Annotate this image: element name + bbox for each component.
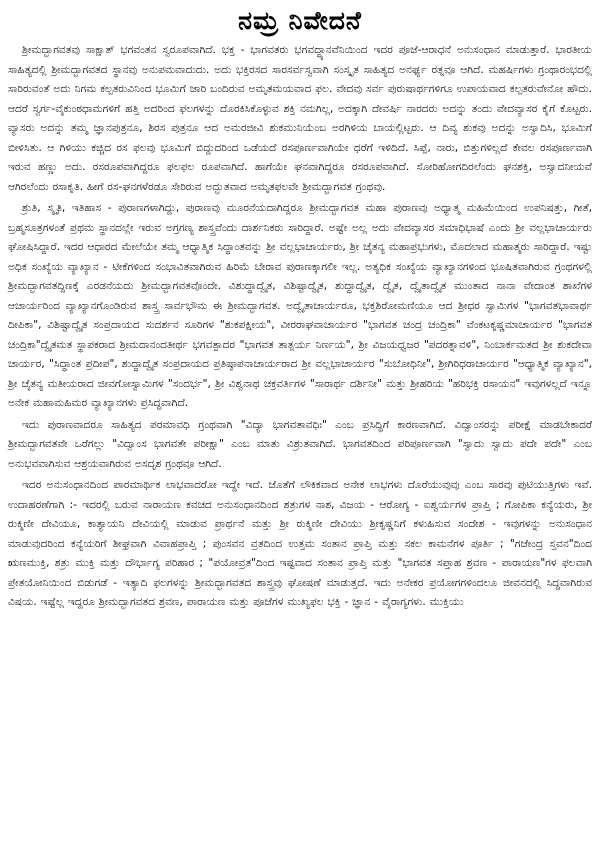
paragraph-3: ಇದು ಪುರಾಣವಾದರೂ ಸಾಹಿತ್ಯದ ಪರಮಾವಧಿ ಗ್ರಂಥವಾಗಿ "ವಿದ್ಯಾ ಭಾಗವತಾವಧಿಃ" ಎಂಬ ಪ್ರಸಿದ್ಧಿಗೆ ಕಾರಣವಾಗಿದೆ. ವಿದ್ವಾಂಸರನ್ನು ಪರೀಕ್ಷೆ ಮಾಡಬೇಕಾದರೆ ಶ್ರೀಮದ್ಭಾಗವತವೇ ಒರೆಗಲ್ಲು "ವಿದ್ವಾಂಸ ಭಾಗವತೇ ಪರೀಕ್ಷಾ" ಎಂಬ ಮಾತು ವಿಶ್ರುತವಾಗಿದೆ. ಭಾಗವತದಿಂದ ಪರಿಪೂರ್ಣವಾಗಿ "ಸ್ವಾದು ಸ್ವಾದು ಪದೇ ಪದೇ" ಎಂಬ ಅನುಭವವಾಗಿಸುವ ಆಶ್ರಯವಾಗಿರುವ ಅಸದೃಶ ಗ್ರಂಥವೂ ಆಗಿದೆ. (8, 418, 592, 470)
paragraph-1: ಶ್ರೀಮದ್ಭಾಗವತವು ಸಾಕ್ಷಾತ್ ಭಗವಂತನ ಸ್ವರೂಪವಾಗಿದೆ. ಭಕ್ತ - ಭಾಗವತರು ಭಗವದ್ಧ್ಯಾನವೆನಿಯಿಂದ ಇದರ ಪೂಜೆ-ಆರಾಧನೆ ಅನುಸಂಧಾನ ಮಾಡುತ್ತಾರೆ. ಭಾರತೀಯ ಸಾಹಿತ್ಯದಲ್ಲಿ ಶ್ರೀಮದ್ಭಾಗವತದ ಸ್ಥಾನವು ಅನುಪಮವಾದುದು. ಅದು ಭಕ್ತಿರಸದ ಸಾರಸರ್ವಸ್ವವಾಗಿ ಸಂಸ್ಕೃತ ಸಾಹಿತ್ಯದ ಅನರ್ಘ್ಯ ರತ್ನವೂ ಆಗಿದೆ. ಮಹರ್ಷಿಗಳು ಗ್ರಂಥಾರಂಭದಲ್ಲಿ ಸಾರಿರುವಂತೆ ಅದು ನಿಗಮ ಕಲ್ಪತರುವಿನಿಂದ ಭೂಮಿಗೆ ಜಾರಿ ಬಂದಿರುವ ಅಮೃತಮಯವಾದ ಫಲ. ವೇದವು ಸರ್ವ ಪುರುಷಾರ್ಥಗಳಿಗೂ ಉಪಾಯವಾದ ಕಲ್ಪತರುವೇನೋ ಹೌದು. ಆದರೆ ಸ್ವರ್ಗ-ವೈಕುಂಠಧಾಮಗಳಿಗೆ ಹತ್ತಿ ಅದರಿಂದ ಫಲಗಳನ್ನು ದೊರಕಿಸಿಕೊಳ್ಳುವ ಶಕ್ತಿ ನಮಗಿಲ್ಲ, ಅದಕ್ಕಾಗಿ ದೇವರ್ಷಿ ನಾರದರು ಅದನ್ನು ತಂದು ವೇದವ್ಯಾಸರ ಕೈಗೆ ಕೊಟ್ಟರು. ವ್ಯಾಸರು ಅದನ್ನು ತಮ್ಮ ಜ್ಞಾನಪುತ್ರನೂ, ಶಿರಸ ಪುತ್ರನೂ ಆದ ಅಮರಜೀವಿ ಶುಕಮುನಿಯೆಂಬ ಅರಗಿಳಿಯ ಬಾಯಲ್ಲಿಟ್ಟರು. ಆ ದಿವ್ಯ ಶುಕವು ಅದನ್ನು ಅಸ್ವಾದಿಸಿ, ಭೂಮಿಗೆ ಬೀಳಿಸಿತು. ಆ ಗಿಳಿಯು ಕಚ್ಚಿದ ರಸ ಫಲವು ಭೂಮಿಗೆ ಬಿದ್ದುದರಿಂದ ಒಡೆಯದೆ ರಸಪೂರ್ಣವಾಗಿಯೇ ಧರೆಗೆ ಇಳಿದಿದೆ. ಸಿಪ್ಪೆ, ನಾರು, ಬಿತ್ತುಗಳಿಲ್ಲದೆ ಕೇವಲ ರಸಪೂರ್ಣವಾಗಿ ಇರುವ ಹಣ್ಣು ಅದು. ರಸರೂಪವಾಗಿದ್ದರೂ ಫಲಫಲ ರೂಪವಾಗಿದೆ. ಹಾಗೆಯೇ ಘನವಾಗಿದ್ದರೂ ರಸರೂಪವಾಗಿದೆ. ಸೋರಿಹೋಗದಿರಲೆಂದು ಘನಶಕ್ತಿ, ಅಸ್ವಾದನೀಯವೆ ಆಗಿರಲೆಂದು ರಸಾಕೃತಿ. ಹೀಗೆ ರಸ-ಘನಗಳೆರಡೂ ಸೇರಿರುವ ಅದ್ಭುತವಾದ ಅಮೃತಫಲವೇ ಶ್ರೀಮದ್ಭಾಗವತ ಗ್ರಂಥವು. (8, 44, 592, 193)
paragraph-2: ಶ್ರುತಿ, ಸ್ಮೃತಿ, ಇತಿಹಾಸ - ಪುರಾಣಗಳಾಗಿದ್ದು, ಪುರಾಣವು ಮೂರನೆಯದಾಗಿದ್ದರೂ ಶ್ರೀಮದ್ಭಾಗವತ ಮಹಾ ಪುರಾಣವು ಅಧ್ಯಾತ್ಮ ಮಹಿಮೆಯಿಂದ ಉಪನಿಷತ್ತು, ಗೀತೆ, ಬ್ರಹ್ಮಸೂತ್ರಗಳಂತೆ ಪ್ರಥಮ ಸ್ಥಾನದಲ್ಲೇ ಇರುವ ಅಗ್ರಗಣ್ಯ ಶಾಸ್ತ್ರವೆಂದು ದಾರ್ಶನಿಕರು ಸಾರಿದ್ದಾರೆ. ಅಷ್ಟೇ ಅಲ್ಲ ಅದು ವೇದವ್ಯಾಸರ ಸಮಾಧಿಭಾಷೆ ಎಂದು ಶ್ರೀ ವಲ್ಲಭಾಚಾರ್ಯರು ಘೋಷಿಸಿದ್ದಾರೆ. ಇದರ ಆಧಾರದ ಮೇಲೆಯೇ ತಮ್ಮ ಆಧ್ಯಾತ್ಮಿಕ ಸಿದ್ಧಾಂತವನ್ನು ಶ್ರೀ ವಲ್ಲಭಾಚಾರ್ಯರು, ಶ್ರೀ ಚೈತನ್ಯ ಮಹಾಪ್ರಭುಗಳು, ಮೊದಲಾದ ಮಹಾತ್ಮರು ಸಾರಿದ್ದಾರೆ. ಇಷ್ಟು ಅಧಿಕ ಸಂಖ್ಯೆಯ ವ್ಯಾಖ್ಯಾನ - ಟೀಕೆಗಳಿಂದ ಸಂಭಾವಿತವಾಗಿರುವ ಹಿರಿಮೆ ಬೇರಾವ ಪುರಾಣಕ್ಕಾಗಲೀ ಇಲ್ಲ. ಅತ್ಯಧಿಕ ಸಂಖ್ಯೆಯ ವ್ಯಾಖ್ಯಾನಗಳಿಂದ ಭೂಷಿತವಾಗಿರುವ ಗ್ರಂಥಗಳಲ್ಲಿ ಶ್ರೀಮದ್ಭಾಗವತದ್ದಿಣಕ್ಕೆ ಎರಡನೆಯದು ಶ್ರೀಮದ್ಭಾಗವತವೊಂದೇ. ವಿಶುದ್ಧಾದ್ವೈತ, ವಿಶಿಷ್ಟಾದ್ವೈತ, ಶುದ್ಧಾದ್ವೈತ, ದ್ವೈತ, ದ್ವೈತಾದ್ವೈತ ಮುಂತಾದ ನಾನಾ ವೇದಾಂತ ಶಾಖೆಗಳ ಆಚಾರ್ಯರಿಂದ ವ್ಯಾಖ್ಯಾನಗೊಂಡಿರುವ ಶಾಸ್ತ್ರ ಸಾರ್ವಭೌಮ ಈ ಶ್ರೀಮದ್ಭಾಗವತ. ಅದ್ವೈತಾಚಾರ್ಯರೂ, ಭಕ್ತಶಿರೋಮಣಿಯೂ ಆದ ಶ್ರೀಧರ ಸ್ವಾಮಿಗಳ "ಭಾಗವತಭಾವಾರ್ಥ ದೀಪಿಕಾ", ವಿಶಿಷ್ಟಾದ್ವೈತ ಸಂಪ್ರದಾಯದ ಸುದರ್ಶನ ಸೂರಿಗಳ "ಶುಕಪಕ್ಷೀಯ", ವೀರರಾಘವಾಚಾರ್ಯರ "ಭಾಗವತ ಚಂದ್ರ ಚಂದ್ರಿಕಾ" ವೆಂಕಟಕೃಷ್ಣಮಾಚಾರ್ಯರ "ಭಾಗವತ ಚಂದ್ರಿಕಾ"ದ್ವೈತಮತ ಸ್ಥಾಪಕರಾದ ಶ್ರೀಮದಾನಂದತೀರ್ಥ ಭಗವತ್ಪಾದರ "ಭಾಗವತ ತಾತ್ಪರ್ಯ ನಿರ್ಣಯ", ಶ್ರೀ ವಿಜಯಧ್ವಜರ "ಪದರತ್ನಾವಳಿ", ನಿಂಬಾರ್ಕಮತದ ಶ್ರೀ ಶುಕದೇವಾ ಚಾರ್ಯರ, "ಸಿದ್ಧಾಂತ ಪ್ರದೀಪ", ಶುದ್ಧಾದ್ವೈತ ಸಂಪ್ರದಾಯದ ಪ್ರತಿಷ್ಠಾಪನಾಚಾರ್ಯರಾದ ಶ್ರೀ ವಲ್ಲಭಾಚಾರ್ಯರ "ಸುಬೋಧಿನೀ", ಶ್ರೀಗಿರಿಧರಾಚಾರ್ಯರ "ಆಧ್ಯಾತ್ಮಿಕ ವ್ಯಾಖ್ಯಾನ", ಶ್ರೀ ಚೈತನ್ಯ ಮತೀಯರಾದ ಜೀವಗೋಸ್ವಾಮಿಗಳ "ಸಂದರ್ಭ", ಶ್ರೀ ವಿಶ್ವನಾಥ ಚಕ್ರವರ್ತಿಗಳ "ಸಾರಾರ್ಥ ದರ್ಶಿನೀ" ಮತ್ತು ಶ್ರೀಹರಿಯ "ಹರಿಭಕ್ತಿ ರಸಾಯನ" ಇವುಗಳಲ್ಲದೆ ಇನ್ನೂ ಅನೇಕ ಮಹಾಮಹಿಮರ ವ್ಯಾಖ್ಯಾನಗಳು ಪ್ರಸಿದ್ಧವಾಗಿದೆ. (8, 202, 592, 409)
paragraph-4: ಇದರ ಅನುಸಂಧಾನದಿಂದ ಪಾರಮಾರ್ಥಿಕ ಲಾಭವಾದರೋ ಇದ್ದೇ ಇದೆ. ಜೊತೆಗೆ ಲೌಕಿಕವಾದ ಅನೇಕ ಲಾಭಗಳು ದೊರೆಯುವುವು ಎಂಬ ಸಾರವು ಪುಟಿಯುತ್ತಿಗಳು ಇವೆ. ಉದಾಹರಣೆಗಾಗಿ :- ಇದರಲ್ಲಿ ಬರುವ ನಾರಾಯಣ ಕವಚದ ಅನುಸಂಧಾನದಿಂದ ಶತ್ರುಗಳ ನಾಶ, ವಿಜಯ - ಆರೋಗ್ಯ - ಐಶ್ವರ್ಯಗಳ ಪ್ರಾಪ್ತಿ ; ಗೋಪಿಕಾ ಕನ್ಯೆಯರು, ಶ್ರೀ ರುಕ್ಮಿಣೀ ದೇವಿಯೂ, ಕಾತ್ಯಾಯನಿ ದೇವಿಯಲ್ಲಿ ಮಾಡುವ ಪ್ರಾರ್ಥನೆ ಮತ್ತು ಶ್ರೀ ರುಕ್ಮಿಣೀ ದೇವಿಯು ಶ್ರೀಕೃಷ್ಣನಿಗೆ ಕಳುಹಿಸುವ ಸಂದೇಶ - ಇವುಗಳನ್ನು ಅನುಸಂಧಾನ ಮಾಡುವುದರಿಂದ ಕನ್ಯೆಯರಿಗೆ ಶೀಘ್ರವಾಗಿ ವಿವಾಹಪ್ರಾಪ್ತಿ ; ಪುಂಸವನ ವ್ರತದಿಂದ ಉತ್ತಮ ಸಂತಾನ ಪ್ರಾಪ್ತಿ ಮತ್ತು ಸಕಲ ಕಾಮನೆಗಳ ಪೂರ್ತಿ ; "ಗಜೇಂದ್ರ ಸ್ತವನ"ದಿಂದ ಋಣಮುಕ್ತಿ, ಶತ್ರು ಮುಕ್ತಿ ಮತ್ತು ದೌರ್ಭಾಗ್ಯ ಪರಿಹಾರ ; "ಪಯೋವ್ರತ"ದಿಂದ ಇಷ್ಟವಾದ ಸಂತಾನ ಪ್ರಾಪ್ತಿ ಮತ್ತು "ಭಾಗವತ ಸಪ್ತಾಹ ಶ್ರವಣ - ಪಾರಾಯಣ"ಗಳ ಫಲವಾಗಿ ಪ್ರೇತಯೋನಿಯಿಂದ ಬಿಡುಗಡೆ - ಇತ್ಯಾದಿ ಫಲಗಳನ್ನು ಶ್ರೀಮದ್ಭಾಗವತದ ಶಾಸ್ತ್ರವು ಘೋಷಣೆ ಮಾಡುತ್ತದೆ. ಇದು ಅನೇಕರ ಪ್ರಯೋಗಗಳಿಂದಲೂ ಜೀವನದಲ್ಲಿ ಸಿದ್ಧವಾಗಿರುವ ವಿಷಯ. ಇಷ್ಟೆಲ್ಲ ಇದ್ದರೂ ಶ್ರೀಮದ್ಭಾಗವತದ ಶ್ರವಣ, ಪಾರಾಯಣ ಮತ್ತು ಪೂಜೆಗಳ ಮುಖ್ಯಫಲ ಭಕ್ತಿ - ಜ್ಞಾನ - ವೈರಾಗ್ಯಗಳು. ಮುಕ್ತಿಯು (8, 479, 592, 608)
page-title: ನಮ್ರ ನಿವೇದನೆ (238, 6, 362, 35)
